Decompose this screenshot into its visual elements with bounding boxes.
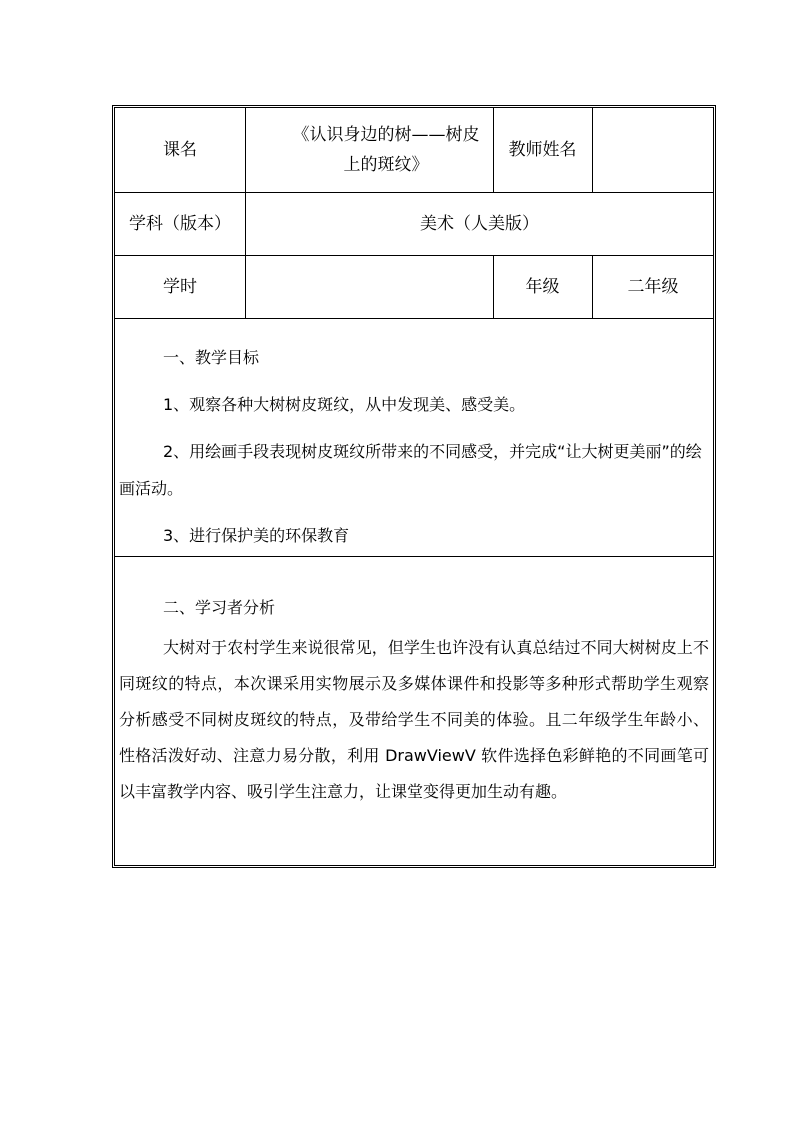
teacher-label: 教师姓名 xyxy=(508,140,577,160)
subject-label: 学科（版本） xyxy=(129,214,231,234)
teaching-goals-section xyxy=(115,339,713,554)
hours-label: 学时 xyxy=(163,277,197,297)
grade-value: 二年级 xyxy=(627,277,679,297)
analysis-body: 大树对于农村学生来说很常见，但学生也许没有认真总结过不同大树树皮上不同斑纹的特点，本次课采用实物展示及多媒体课件和投影等多种形式帮助学生观察分析感受不同树皮斑纹的特点，及带给学生不同美的体验。且二年级学生年龄小、性格活泼好动、注意力易分散，利用 DrawViewV 软件选择色彩鲜艳的不同画笔可以丰富教学内容、吸引学生注意力，让课堂变得更加生动有趣。 xyxy=(119,638,709,801)
row-divider xyxy=(115,318,713,319)
teacher-value xyxy=(593,108,713,192)
course-label: 课名 xyxy=(163,140,197,160)
row-divider xyxy=(115,556,713,557)
subject-value: 美术（人美版） xyxy=(420,214,539,234)
analysis-heading: 二、学习者分析 xyxy=(163,598,276,617)
grade-label: 年级 xyxy=(525,277,560,297)
hours-value xyxy=(246,256,493,318)
goals-heading: 一、教学目标 xyxy=(163,348,260,367)
course-value: 《认识身边的树——树皮上的斑纹》 xyxy=(292,125,480,175)
goal-item: 3、进行保护美的环保教育 xyxy=(163,526,350,545)
goal-item: 1、观察各种大树树皮斑纹，从中发现美、感受美。 xyxy=(163,395,526,414)
goal-item: 2、用绘画手段表现树皮斑纹所带来的不同感受，并完成“让大树更美丽”的绘画活动。 xyxy=(119,442,702,498)
learner-analysis-section xyxy=(115,590,713,810)
